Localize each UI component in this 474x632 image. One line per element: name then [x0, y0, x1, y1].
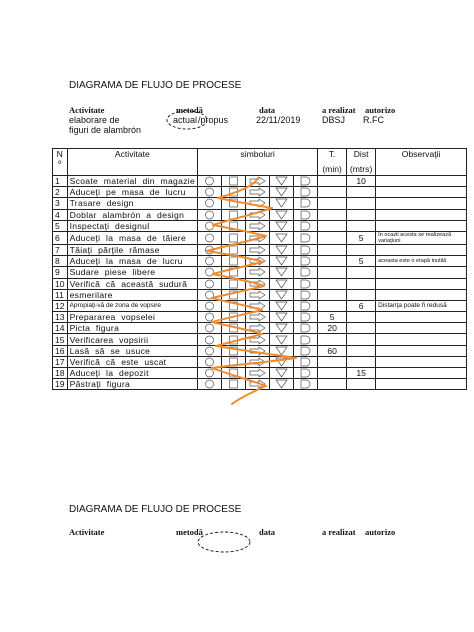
method-dashed-circle-2: [196, 528, 254, 556]
row-number: 9: [53, 267, 68, 278]
row-number: 1: [53, 176, 68, 187]
row-activity: Inspectaţi designul: [67, 220, 198, 231]
row-number: 2: [53, 187, 68, 198]
label-a-realizat-2: a realizat: [322, 527, 356, 537]
row-number: 15: [53, 334, 68, 345]
row-activity: Tăiaţi părţile rămase: [67, 244, 198, 255]
row-activity: Verificarea vopsirii: [67, 334, 198, 345]
header-n: N º: [53, 149, 68, 176]
row-number: 16: [53, 345, 68, 356]
activity-value-line1: elaborare de: [69, 115, 120, 125]
row-activity: Verifică că este uscat: [67, 356, 198, 367]
row-activity: Doblar alambrón a design: [67, 209, 198, 220]
label-activitate: Activitate: [69, 105, 105, 115]
row-activity: Aduceţi la depozit: [67, 368, 198, 379]
row-number: 18: [53, 368, 68, 379]
row-observation: Distanţa poate fi redusă: [376, 300, 467, 311]
method-actual-value: actual: [173, 115, 198, 125]
label-activitate-2: Activitate: [69, 527, 105, 537]
date-value: 22/11/2019: [256, 115, 301, 125]
form-title: DIAGRAMA DE FLUJO DE PROCESE: [69, 80, 242, 91]
row-number: 11: [53, 289, 68, 300]
row-distance: 10: [347, 176, 376, 187]
header-distance: Dist (mtrs): [347, 149, 376, 176]
row-activity: Apropiaţi-vă de zona de vopsire: [67, 300, 198, 311]
row-activity: Aduceţi la masa de lucru: [67, 256, 198, 267]
row-number: 3: [53, 198, 68, 209]
row-number: 5: [53, 220, 68, 231]
header-simboluri: simboluri: [198, 149, 318, 176]
row-activity: Păstraţi figura: [67, 379, 198, 390]
row-number: 13: [53, 312, 68, 323]
row-number: 6: [53, 231, 68, 244]
label-autorizo-2: autorizo: [365, 527, 396, 537]
header-observatii: Observaţii: [376, 149, 467, 176]
row-number: 14: [53, 323, 68, 334]
row-time: 60: [318, 345, 347, 356]
label-data-2: data: [259, 527, 276, 537]
row-distance: 5: [347, 256, 376, 267]
row-activity: Scoate material din magazie: [67, 176, 198, 187]
row-activity: Aduceţi la masa de tăiere: [67, 231, 198, 244]
row-activity: Aduceţi pe masa de lucru: [67, 187, 198, 198]
label-metoda: metodă: [176, 105, 203, 115]
realizat-value: DBSJ: [322, 115, 346, 125]
row-number: 8: [53, 256, 68, 267]
label-a-realizat: a realizat: [322, 105, 356, 115]
row-number: 10: [53, 278, 68, 289]
row-observation: În ocazii acesta se realizează variaţiuni: [376, 231, 467, 244]
row-observation: aceasta este o etapă inutilă: [376, 256, 467, 267]
row-activity: esmerilare: [67, 289, 198, 300]
row-number: 7: [53, 244, 68, 255]
row-distance: 15: [347, 368, 376, 379]
row-activity: Picta figura: [67, 323, 198, 334]
row-distance: 5: [347, 231, 376, 244]
row-time: 5: [318, 312, 347, 323]
label-autorizo: autorizo: [365, 105, 396, 115]
autorizo-value: R.FC: [363, 115, 384, 125]
label-data: data: [259, 105, 276, 115]
row-time: 20: [318, 323, 347, 334]
row-activity: Verifică că această sudură: [67, 278, 198, 289]
row-activity: Prepararea vopselei: [67, 312, 198, 323]
header-time: T. (min): [318, 149, 347, 176]
form-title-2: DIAGRAMA DE FLUJO DE PROCESE: [69, 504, 242, 515]
header-activitate: Activitate: [67, 149, 198, 176]
method-propus-value: /propus: [198, 115, 229, 125]
activity-value-line2: figuri de alambrón: [69, 125, 142, 135]
row-number: 19: [53, 379, 68, 390]
label-metoda-2: metodă: [176, 527, 203, 537]
row-activity: Lasă să se usuce: [67, 345, 198, 356]
row-distance: 6: [347, 300, 376, 311]
row-activity: Trasare design: [67, 198, 198, 209]
row-number: 4: [53, 209, 68, 220]
row-activity: Sudare piese libere: [67, 267, 198, 278]
row-number: 17: [53, 356, 68, 367]
row-number: 12: [53, 300, 68, 311]
